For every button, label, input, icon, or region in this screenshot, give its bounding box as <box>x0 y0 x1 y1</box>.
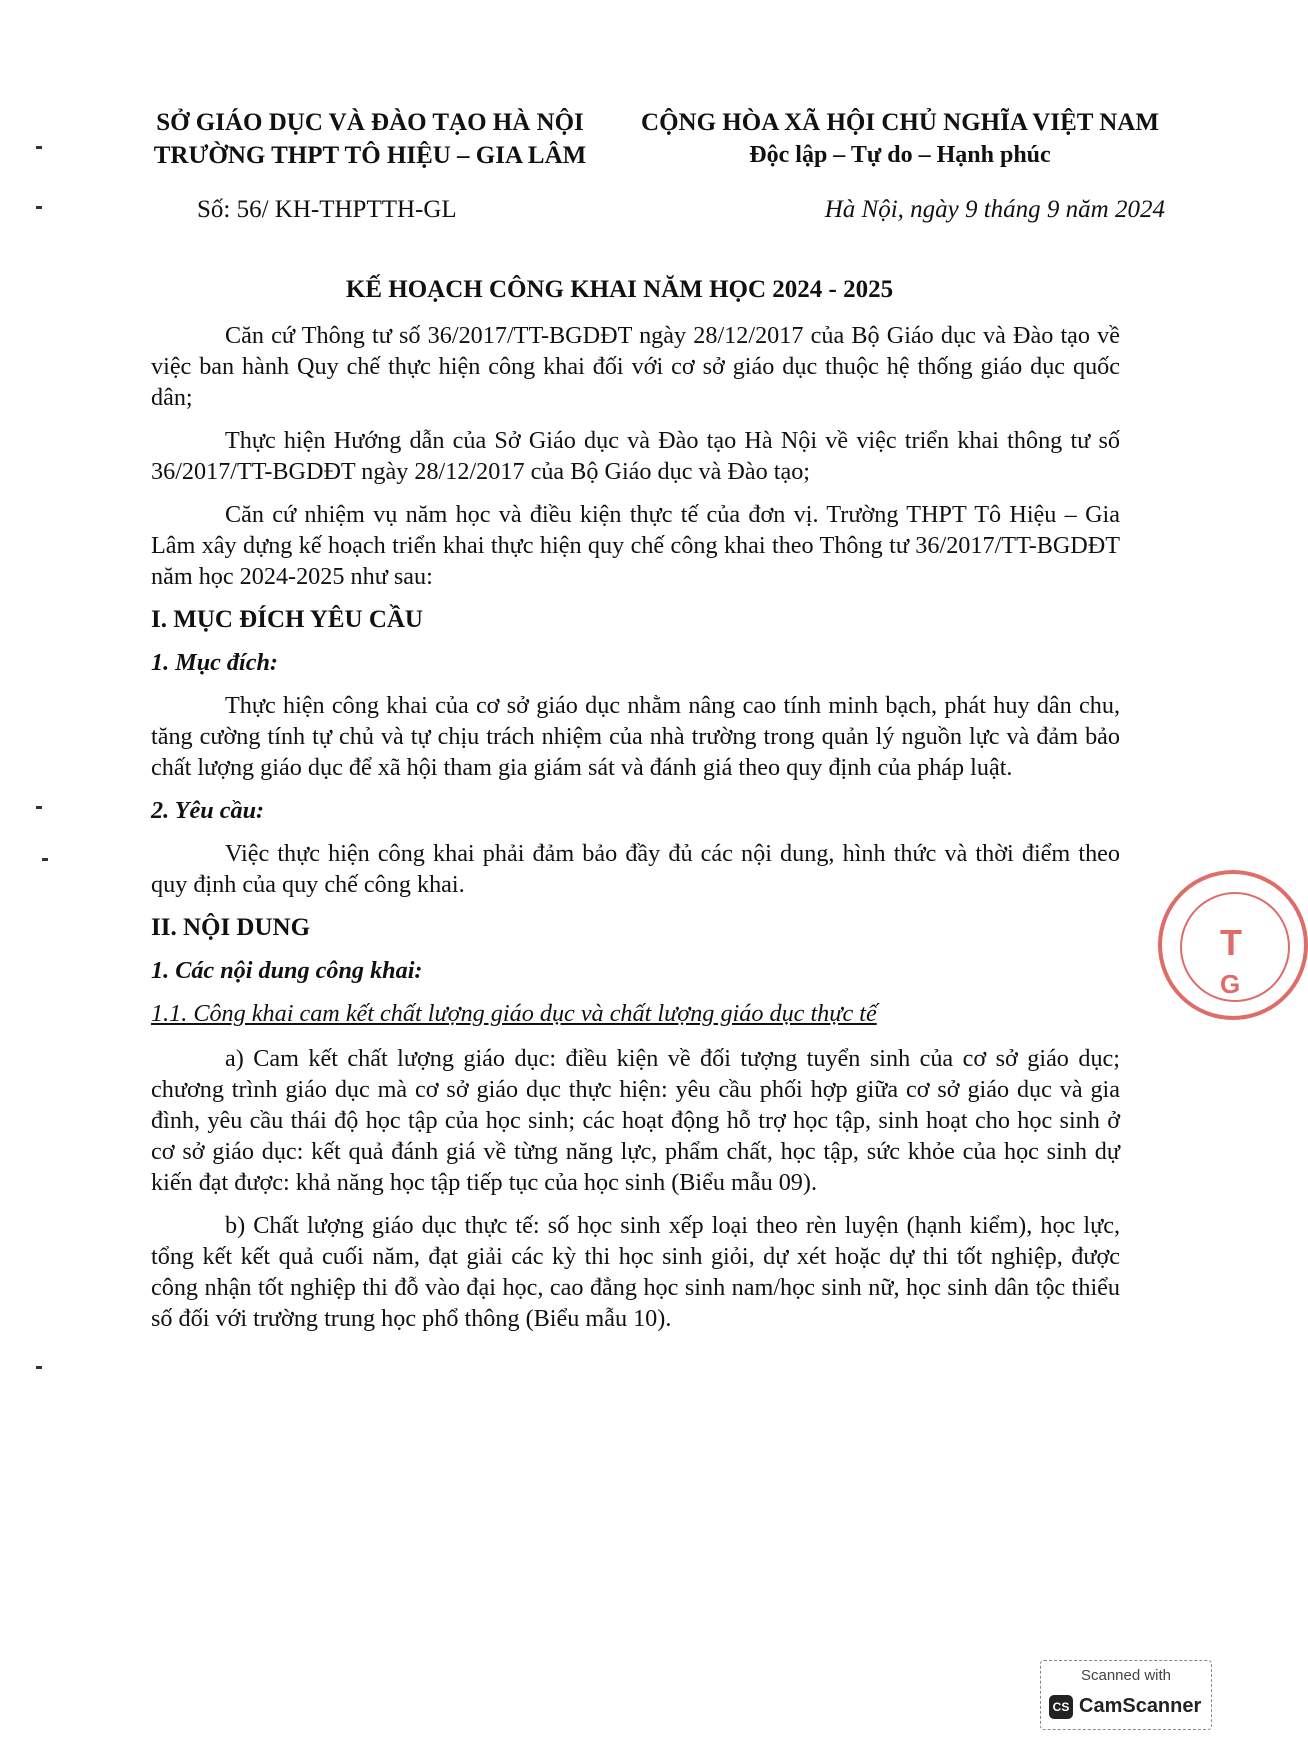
scan-mark <box>36 1366 42 1369</box>
camscanner-brand: CamScanner <box>1079 1695 1202 1717</box>
scanned-with-label: Scanned with <box>1080 1667 1172 1684</box>
paragraph-basis-2: Thực hiện Hướng dẫn của Sở Giáo dục và Đào tạo Hà Nội về việc triển khai thông tư số 36/2017/TT-BGDĐT ngày 28/12/2017 của Bộ Giáo dục và Đào tạo; <box>151 427 1120 485</box>
paragraph-item-a: a) Cam kết chất lượng giáo dục: điều kiện về đối tượng tuyển sinh của cơ sở giáo dục; chương trình giáo dục mà cơ sở giáo dục thực hiện: yêu cầu phối hợp giữa cơ sở giáo dục và gia đình, yêu cầu thái độ học tập của học sinh; các hoạt động hỗ trợ học tập, sinh hoạt cho học sinh ở cơ sở giáo dục: kết quả đánh giá về từng năng lực, phẩm chất, học tập, sức khỏe của học sinh dự kiến đạt được: khả năng học tập tiếp tục của học sinh (Biểu mẫu 09). <box>151 1045 1120 1196</box>
stamp-text: T <box>1220 922 1242 963</box>
section-heading-1: I. MỤC ĐÍCH YÊU CẦU <box>151 606 423 633</box>
document-reference: Số: 56/ KH-THPTTH-GL <box>197 196 457 223</box>
document-body <box>151 320 1120 1346</box>
issuer-school: TRƯỜNG THPT TÔ HIỆU – GIA LÂM <box>153 142 587 169</box>
national-name: CỘNG HÒA XÃ HỘI CHỦ NGHĨA VIỆT NAM <box>641 109 1159 136</box>
paragraph-requirements: Việc thực hiện công khai phải đảm bảo đầy đủ các nội dung, hình thức và thời điểm theo quy định của quy chế công khai. <box>151 840 1120 898</box>
subheading-requirements: 2. Yêu cầu: <box>151 797 265 824</box>
scan-mark <box>36 146 42 149</box>
subheading-purpose: 1. Mục đích: <box>151 649 278 676</box>
paragraph-basis-1: Căn cứ Thông tư số 36/2017/TT-BGDĐT ngày 28/12/2017 của Bộ Giáo dục và Đào tạo về việc ban hành Quy chế thực hiện công khai đối với cơ sở giáo dục thuộc hệ thống giáo dục quốc dân; <box>151 322 1120 411</box>
issuer-header <box>120 106 620 172</box>
scan-mark <box>36 206 42 209</box>
paragraph-item-b: b) Chất lượng giáo dục thực tế: số học sinh xếp loại theo rèn luyện (hạnh kiểm), học lực, tổng kết kết quả cuối năm, đạt giải các kỳ thi học sinh giỏi, dự xét hoặc dự thi tốt nghiệp, được công nhận tốt nghiệp thi đỗ vào đại học, cao đẳng học sinh nam/học sinh nữ, học sinh dân tộc thiểu số đối với trường trung học phổ thông (Biểu mẫu 10). <box>151 1212 1120 1332</box>
camscanner-logo-icon: CS <box>1049 1695 1073 1719</box>
issuer-department: SỞ GIÁO DỤC VÀ ĐÀO TẠO HÀ NỘI <box>156 109 584 136</box>
camscanner-badge <box>1040 1660 1212 1730</box>
document-date: Hà Nội, ngày 9 tháng 9 năm 2024 <box>824 196 1165 223</box>
official-stamp <box>1158 870 1308 1020</box>
subheading-contents: 1. Các nội dung công khai: <box>151 957 423 984</box>
scan-mark <box>36 806 42 809</box>
section-heading-2: II. NỘI DUNG <box>151 914 311 941</box>
document-title: KẾ HOẠCH CÔNG KHAI NĂM HỌC 2024 - 2025 <box>345 276 894 303</box>
paragraph-basis-3: Căn cứ nhiệm vụ năm học và điều kiện thực tế của đơn vị. Trường THPT Tô Hiệu – Gia Lâm xây dựng kế hoạch triển khai thực hiện quy chế công khai theo Thông tư 36/2017/TT-BGDĐT năm học 2024-2025 như sau: <box>151 501 1120 590</box>
national-motto: Độc lập – Tự do – Hạnh phúc <box>749 142 1051 168</box>
paragraph-purpose: Thực hiện công khai của cơ sở giáo dục nhằm nâng cao tính minh bạch, phát huy dân chu, tăng cường tính tự chủ và tự chịu trách nhiệm của nhà trường trong quản lý nguồn lực và đảm bảo chất lượng giáo dục để xã hội tham gia giám sát và đánh giá theo quy định của pháp luật. <box>151 692 1120 781</box>
subheading-1-1: 1.1. Công khai cam kết chất lượng giáo dục và chất lượng giáo dục thực tế <box>151 1000 877 1027</box>
national-header <box>620 106 1180 172</box>
scan-mark <box>42 858 48 861</box>
stamp-text: G <box>1220 969 1241 999</box>
